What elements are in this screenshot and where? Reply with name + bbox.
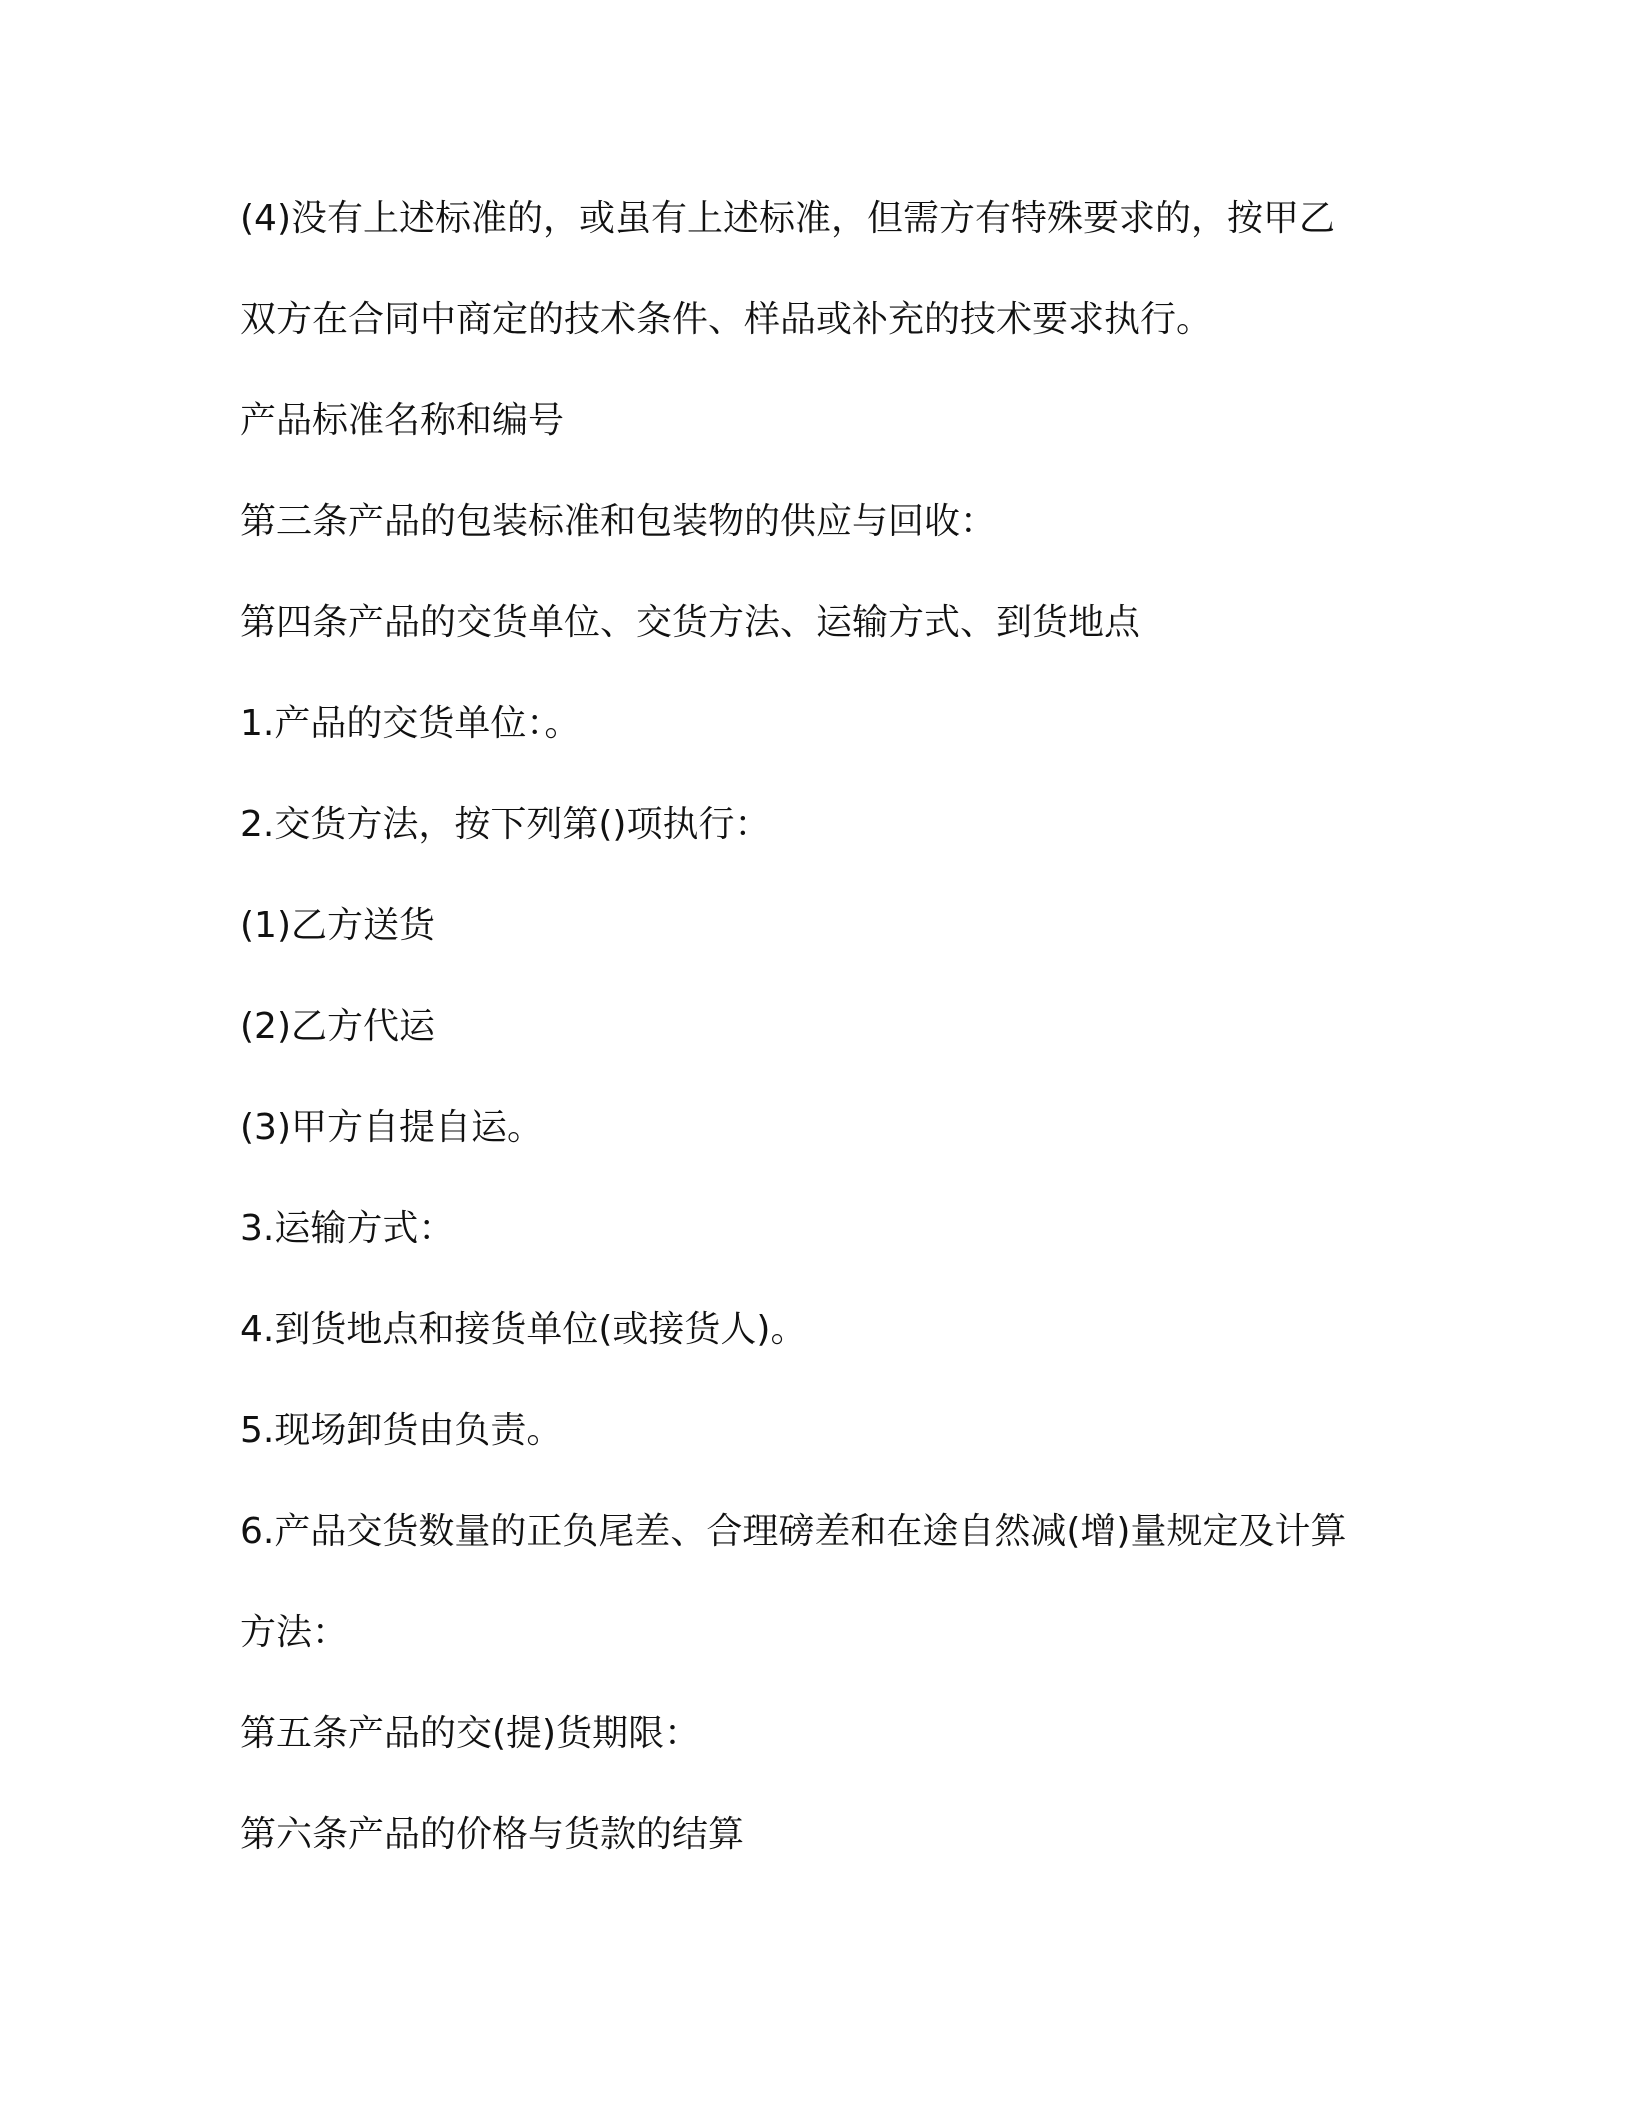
list-item: 4.到货地点和接货单位(或接货人)。 <box>240 1309 807 1350</box>
list-item: 2.交货方法，按下列第()项执行： <box>240 804 771 845</box>
document-body <box>240 182 1400 1899</box>
text-line: 双方在合同中商定的技术条件、样品或补充的技术要求执行。 <box>240 299 1213 340</box>
text-line: 方法： <box>240 1612 349 1653</box>
article-6-heading: 第六条产品的价格与货款的结算 <box>240 1814 745 1855</box>
article-4-heading: 第四条产品的交货单位、交货方法、运输方式、到货地点 <box>240 602 1141 643</box>
list-item: 3.运输方式： <box>240 1208 455 1249</box>
list-item: 5.现场卸货由负责。 <box>240 1410 563 1451</box>
list-item: 1.产品的交货单位：。 <box>240 703 581 744</box>
sub-list-item: (3)甲方自提自运。 <box>240 1107 543 1148</box>
sub-list-item: (2)乙方代运 <box>240 1006 435 1047</box>
list-item: 6.产品交货数量的正负尾差、合理磅差和在途自然减(增)量规定及计算 <box>240 1511 1347 1552</box>
article-3-heading: 第三条产品的包装标准和包装物的供应与回收： <box>240 501 997 542</box>
text-line: (4)没有上述标准的，或虽有上述标准，但需方有特殊要求的，按甲乙 <box>240 198 1335 239</box>
article-5-heading: 第五条产品的交(提)货期限： <box>240 1713 701 1754</box>
text-line: 产品标准名称和编号 <box>240 400 565 441</box>
sub-list-item: (1)乙方送货 <box>240 905 435 946</box>
